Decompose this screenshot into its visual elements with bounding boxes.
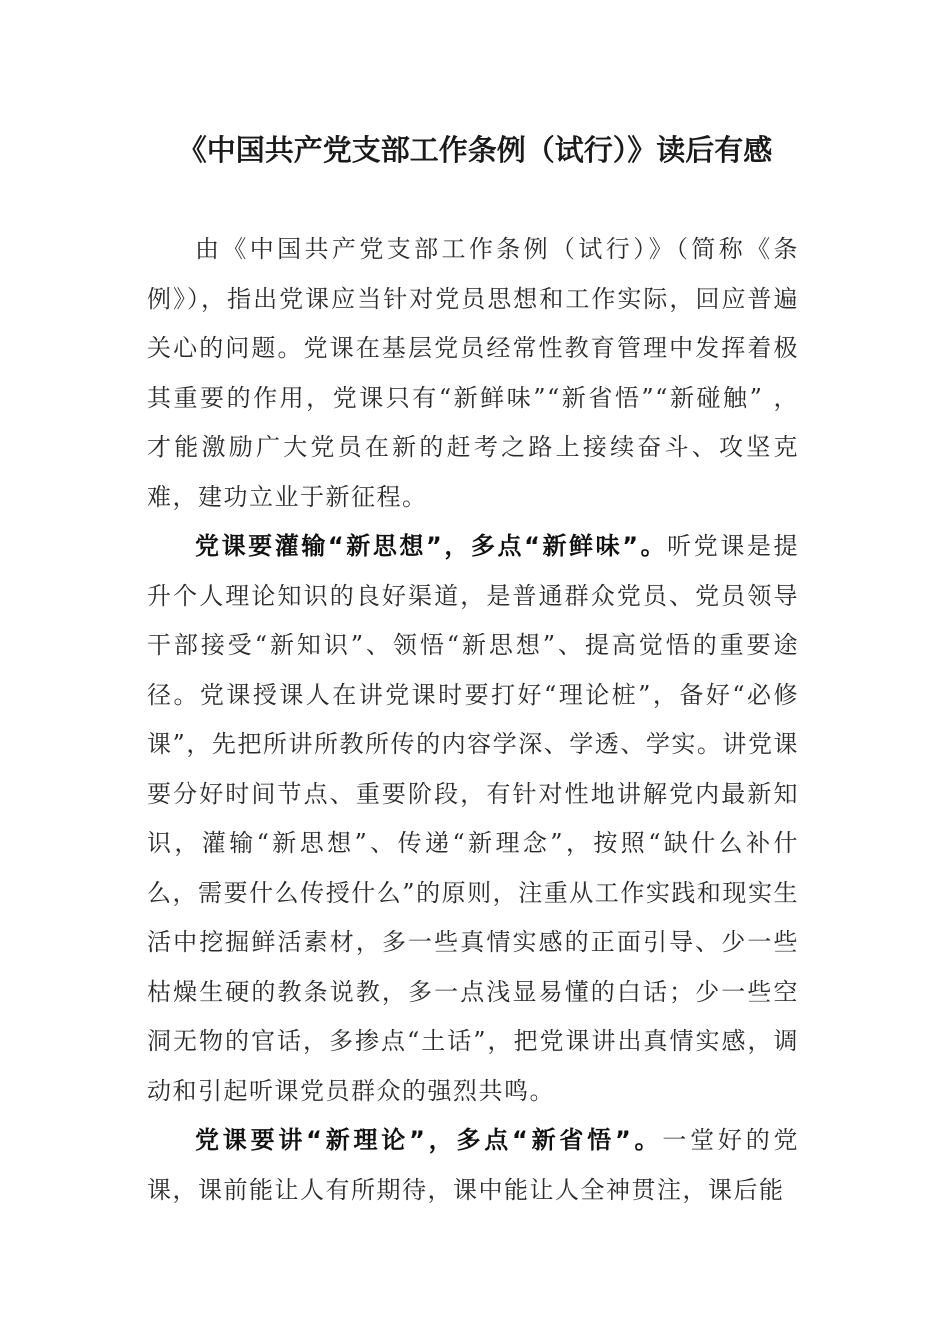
- document-body: [147, 225, 799, 1215]
- paragraph-intro: [147, 225, 799, 522]
- paragraph-new-thought: [147, 522, 799, 1116]
- paragraph-text: 一堂好的党课，课前能让人有所期待，课中能让人全神贯注，课后能: [147, 1126, 800, 1204]
- paragraph-text: 由《中国共产党支部工作条例（试行）》（简称《条例》），指出党课应当针对党员思想和工作实际，回应普遍关心的问题。党课在基层党员经常性教育管理中发挥着极其重要的作用，党课只有“新鲜味”“新省悟”“新碰触” ，才能激励广大党员在新的赶考之路上接续奋斗、攻坚克难，建功立业于新征程。: [147, 235, 799, 511]
- paragraph-text: 听党课是提升个人理论知识的良好渠道，是普通群众党员、党员领导干部接受“新知识”、领悟“新思想”、提高觉悟的重要途径。党课授课人在讲党课时要打好“理论桩”，备好“必修课”，先把所讲所教所传的内容学深、学透、学实。讲党课要分好时间节点、重要阶段，有针对性地讲解党内最新知识，灌输“新思想”、传递“新理念”，按照“缺什么补什么，需要什么传授什么”的原则，注重从工作实践和现实生活中挖掘鲜活素材，多一些真情实感的正面引导、少一些枯燥生硬的教条说教，多一点浅显易懂的白话；少一些空洞无物的官话，多掺点“土话”，把党课讲出真情实感，调动和引起听课党员群众的强烈共鸣。: [147, 532, 800, 1105]
- paragraph-lead: 党课要讲“新理论”，多点“新省悟”。: [195, 1126, 663, 1154]
- paragraph-lead: 党课要灌输“新思想”，多点“新鲜味”。: [195, 532, 668, 560]
- paragraph-new-theory: [147, 1116, 799, 1215]
- document-title: 《中国共产党支部工作条例（试行）》读后有感: [177, 133, 773, 167]
